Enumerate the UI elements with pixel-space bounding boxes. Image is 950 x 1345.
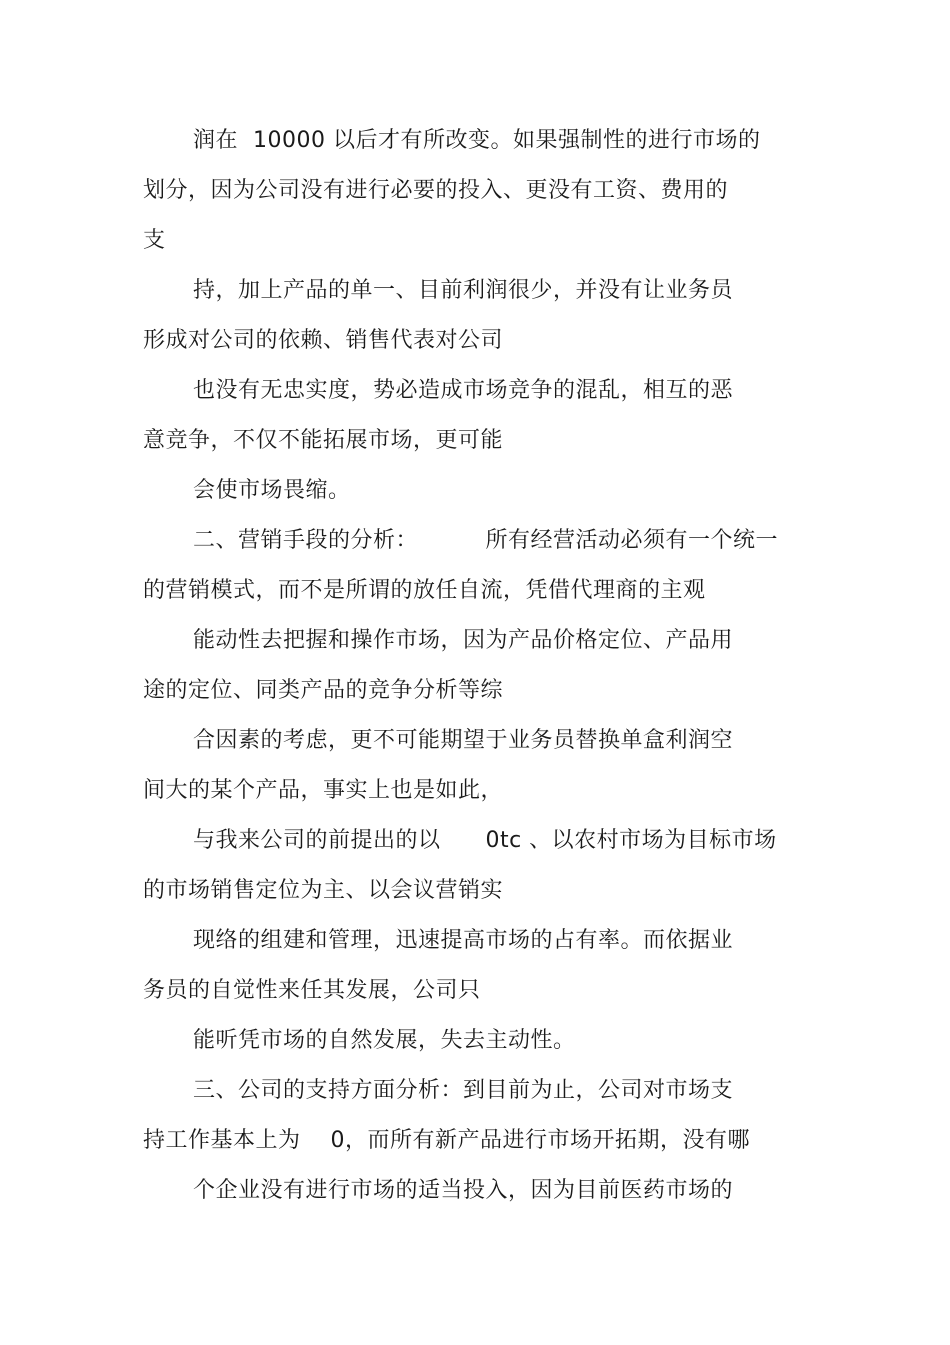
text-line: 润在 10000 以后才有所改变。如果强制性的进行市场的 [193, 128, 761, 153]
text-line: 合因素的考虑，更不可能期望于业务员替换单盒利润空 [193, 728, 734, 753]
text-line: 支 [143, 228, 166, 253]
text-line: 的市场销售定位为主、以会议营销实 [143, 878, 504, 903]
text-line: 务员的自觉性来任其发展，公司只 [143, 978, 481, 1003]
text-line: 能动性去把握和操作市场，因为产品价格定位、产品用 [193, 628, 734, 653]
text-line: 三、公司的支持方面分析：到目前为止，公司对市场支 [193, 1078, 734, 1103]
text-line: 现络的组建和管理，迅速提高市场的占有率。而依据业 [193, 928, 734, 953]
text-line: 划分，因为公司没有进行必要的投入、更没有工资、费用的 [143, 178, 729, 203]
text-line: 持工作基本上为 0，而所有新产品进行市场开拓期，没有哪 [143, 1128, 750, 1153]
text-line: 个企业没有进行市场的适当投入，因为目前医药市场的 [193, 1178, 734, 1203]
text-line: 也没有无忠实度，势必造成市场竞争的混乱，相互的恶 [193, 378, 734, 403]
text-line: 能听凭市场的自然发展，失去主动性。 [193, 1028, 576, 1053]
text-line: 会使市场畏缩。 [193, 478, 351, 503]
text-line: 二、营销手段的分析： 所有经营活动必须有一个统一 [193, 528, 778, 553]
text-line: 形成对公司的依赖、销售代表对公司 [143, 328, 504, 353]
text-line: 间大的某个产品，事实上也是如此， [143, 778, 504, 803]
text-line: 途的定位、同类产品的竞争分析等综 [143, 678, 504, 703]
text-line: 持，加上产品的单一、目前利润很少，并没有让业务员 [193, 278, 734, 303]
text-line: 的营销模式，而不是所谓的放任自流，凭借代理商的主观 [143, 578, 706, 603]
text-line: 与我来公司的前提出的以 0tc 、以农村市场为目标市场 [193, 828, 777, 853]
text-line: 意竞争，不仅不能拓展市场，更可能 [143, 428, 504, 453]
